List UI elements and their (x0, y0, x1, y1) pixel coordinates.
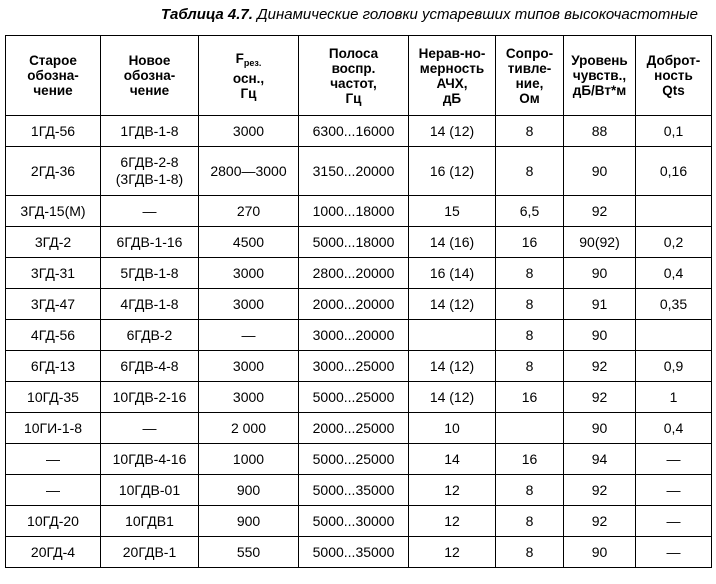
cell-q: 0,35 (636, 289, 712, 320)
cell-q: 0,4 (636, 258, 712, 289)
cell-q: — (636, 444, 712, 475)
cell-band: 5000...25000 (299, 444, 409, 475)
cell-q: — (636, 537, 712, 568)
cell-new-line2: (3ГДВ-1-8) (115, 171, 184, 187)
cell-band: 2000...25000 (299, 413, 409, 444)
table-row (6, 320, 712, 351)
cell-sens: 90 (564, 147, 636, 196)
cell-sens: 92 (564, 506, 636, 537)
cell-resist: 16 (496, 444, 564, 475)
cell-band: 2000...20000 (299, 289, 409, 320)
cell-band: 3150...20000 (299, 147, 409, 196)
table-row (6, 116, 712, 147)
cell-uneven: 10 (409, 413, 496, 444)
cell-new: — (101, 413, 199, 444)
cell-fres: 2 000 (199, 413, 299, 444)
cell-fres: 3000 (199, 382, 299, 413)
cell-new: 20ГДВ-1 (101, 537, 199, 568)
table-row (6, 444, 712, 475)
cell-uneven: 15 (409, 196, 496, 227)
cell-q: 0,1 (636, 116, 712, 147)
header-new-designation: Новое обозна- чение (101, 36, 199, 116)
cell-fres: 3000 (199, 116, 299, 147)
cell-new: 4ГДВ-1-8 (101, 289, 199, 320)
cell-old: 20ГД-4 (6, 537, 101, 568)
cell-fres: 900 (199, 506, 299, 537)
cell-fres: 2800—3000 (199, 147, 299, 196)
header-resistance: Сопро- тивле- ние, Ом (496, 36, 564, 116)
cell-fres: 1000 (199, 444, 299, 475)
cell-new-line1: 6ГДВ-2-8 (120, 154, 179, 170)
caption-text: Динамические головки устаревших типов высокочастотные (252, 6, 698, 23)
cell-resist: 8 (496, 289, 564, 320)
cell-q: — (636, 506, 712, 537)
header-q-factor: Доброт- ность Qts (636, 36, 712, 116)
cell-old: 10ГД-20 (6, 506, 101, 537)
cell-old: 3ГД-47 (6, 289, 101, 320)
header-row (6, 36, 712, 116)
cell-q: 1 (636, 382, 712, 413)
cell-resist: 8 (496, 506, 564, 537)
cell-new: 10ГДВ-4-16 (101, 444, 199, 475)
table-row (6, 475, 712, 506)
cell-q (636, 320, 712, 351)
cell-uneven: 14 (12) (409, 289, 496, 320)
cell-uneven: 14 (12) (409, 116, 496, 147)
cell-old: 3ГД-15(М) (6, 196, 101, 227)
table-row (6, 506, 712, 537)
cell-band: 5000...25000 (299, 382, 409, 413)
cell-old: — (6, 444, 101, 475)
cell-band: 3000...25000 (299, 351, 409, 382)
cell-uneven: 14 (12) (409, 351, 496, 382)
header-sensitivity: Уровень чувств., дБ/Вт*м (564, 36, 636, 116)
cell-band: 3000...20000 (299, 320, 409, 351)
cell-old: 6ГД-13 (6, 351, 101, 382)
cell-old: 1ГД-56 (6, 116, 101, 147)
cell-band: 6300...16000 (299, 116, 409, 147)
cell-fres: 4500 (199, 227, 299, 258)
cell-fres: 3000 (199, 289, 299, 320)
table-caption (161, 6, 698, 23)
cell-uneven: 16 (14) (409, 258, 496, 289)
cell-sens: 90 (564, 537, 636, 568)
caption-label: Таблица 4.7. (160, 6, 253, 23)
table-row (6, 382, 712, 413)
cell-q: 0,2 (636, 227, 712, 258)
cell-band: 5000...30000 (299, 506, 409, 537)
cell-uneven: 14 (12) (409, 382, 496, 413)
cell-new: 10ГДВ-2-16 (101, 382, 199, 413)
cell-q: 0,16 (636, 147, 712, 196)
cell-resist: 8 (496, 116, 564, 147)
table-row (6, 351, 712, 382)
cell-sens: 92 (564, 382, 636, 413)
cell-old: — (6, 475, 101, 506)
table-row (6, 258, 712, 289)
cell-new: 1ГДВ-1-8 (101, 116, 199, 147)
cell-resist: 16 (496, 227, 564, 258)
cell-sens: 90 (564, 258, 636, 289)
cell-old: 2ГД-36 (6, 147, 101, 196)
cell-resist: 8 (496, 351, 564, 382)
table-row (6, 227, 712, 258)
cell-fres: 3000 (199, 351, 299, 382)
cell-uneven: 12 (409, 506, 496, 537)
cell-resist: 8 (496, 537, 564, 568)
cell-sens: 92 (564, 475, 636, 506)
cell-resist: 8 (496, 320, 564, 351)
cell-resist: 8 (496, 475, 564, 506)
cell-old: 10ГИ-1-8 (6, 413, 101, 444)
cell-new: 10ГДВ1 (101, 506, 199, 537)
cell-sens: 94 (564, 444, 636, 475)
cell-new: 5ГДВ-1-8 (101, 258, 199, 289)
cell-sens: 92 (564, 351, 636, 382)
cell-fres: 550 (199, 537, 299, 568)
cell-band: 5000...35000 (299, 475, 409, 506)
cell-uneven: 12 (409, 475, 496, 506)
cell-q: 0,9 (636, 351, 712, 382)
cell-band: 2800...20000 (299, 258, 409, 289)
cell-resist: 16 (496, 382, 564, 413)
cell-new (101, 147, 199, 196)
header-old-designation: Старое обозна- чение (6, 36, 101, 116)
header-resonance-frequency: $F_{рез.}$ осн., Гц (199, 36, 299, 116)
cell-uneven: 16 (12) (409, 147, 496, 196)
cell-old: 10ГД-35 (6, 382, 101, 413)
cell-old: 4ГД-56 (6, 320, 101, 351)
cell-fres: 270 (199, 196, 299, 227)
speakers-table (5, 35, 712, 568)
cell-sens: 92 (564, 196, 636, 227)
cell-uneven: 14 (16) (409, 227, 496, 258)
cell-band: 5000...18000 (299, 227, 409, 258)
cell-new: — (101, 196, 199, 227)
cell-resist: 8 (496, 258, 564, 289)
cell-sens: 91 (564, 289, 636, 320)
cell-band: 5000...35000 (299, 537, 409, 568)
cell-sens: 90 (564, 320, 636, 351)
cell-new: 6ГДВ-4-8 (101, 351, 199, 382)
cell-resist: 8 (496, 147, 564, 196)
cell-uneven: 14 (409, 444, 496, 475)
cell-fres: — (199, 320, 299, 351)
cell-fres: 900 (199, 475, 299, 506)
cell-old: 3ГД-2 (6, 227, 101, 258)
cell-sens: 90(92) (564, 227, 636, 258)
cell-uneven: 12 (409, 537, 496, 568)
table-row (6, 196, 712, 227)
table-row (6, 147, 712, 196)
cell-band: 1000...18000 (299, 196, 409, 227)
cell-resist: 6,5 (496, 196, 564, 227)
cell-fres: 3000 (199, 258, 299, 289)
header-response-unevenness: Нерав-но- мерность АЧХ, дБ (409, 36, 496, 116)
cell-q: 0,4 (636, 413, 712, 444)
header-frequency-band: Полоса воспр. частот, Гц (299, 36, 409, 116)
cell-sens: 90 (564, 413, 636, 444)
cell-new: 6ГДВ-1-16 (101, 227, 199, 258)
cell-uneven (409, 320, 496, 351)
cell-sens: 88 (564, 116, 636, 147)
table-row (6, 289, 712, 320)
table-row (6, 537, 712, 568)
cell-new: 10ГДВ-01 (101, 475, 199, 506)
cell-old: 3ГД-31 (6, 258, 101, 289)
cell-q: — (636, 475, 712, 506)
table-row (6, 413, 712, 444)
cell-new: 6ГДВ-2 (101, 320, 199, 351)
cell-resist (496, 413, 564, 444)
cell-q (636, 196, 712, 227)
